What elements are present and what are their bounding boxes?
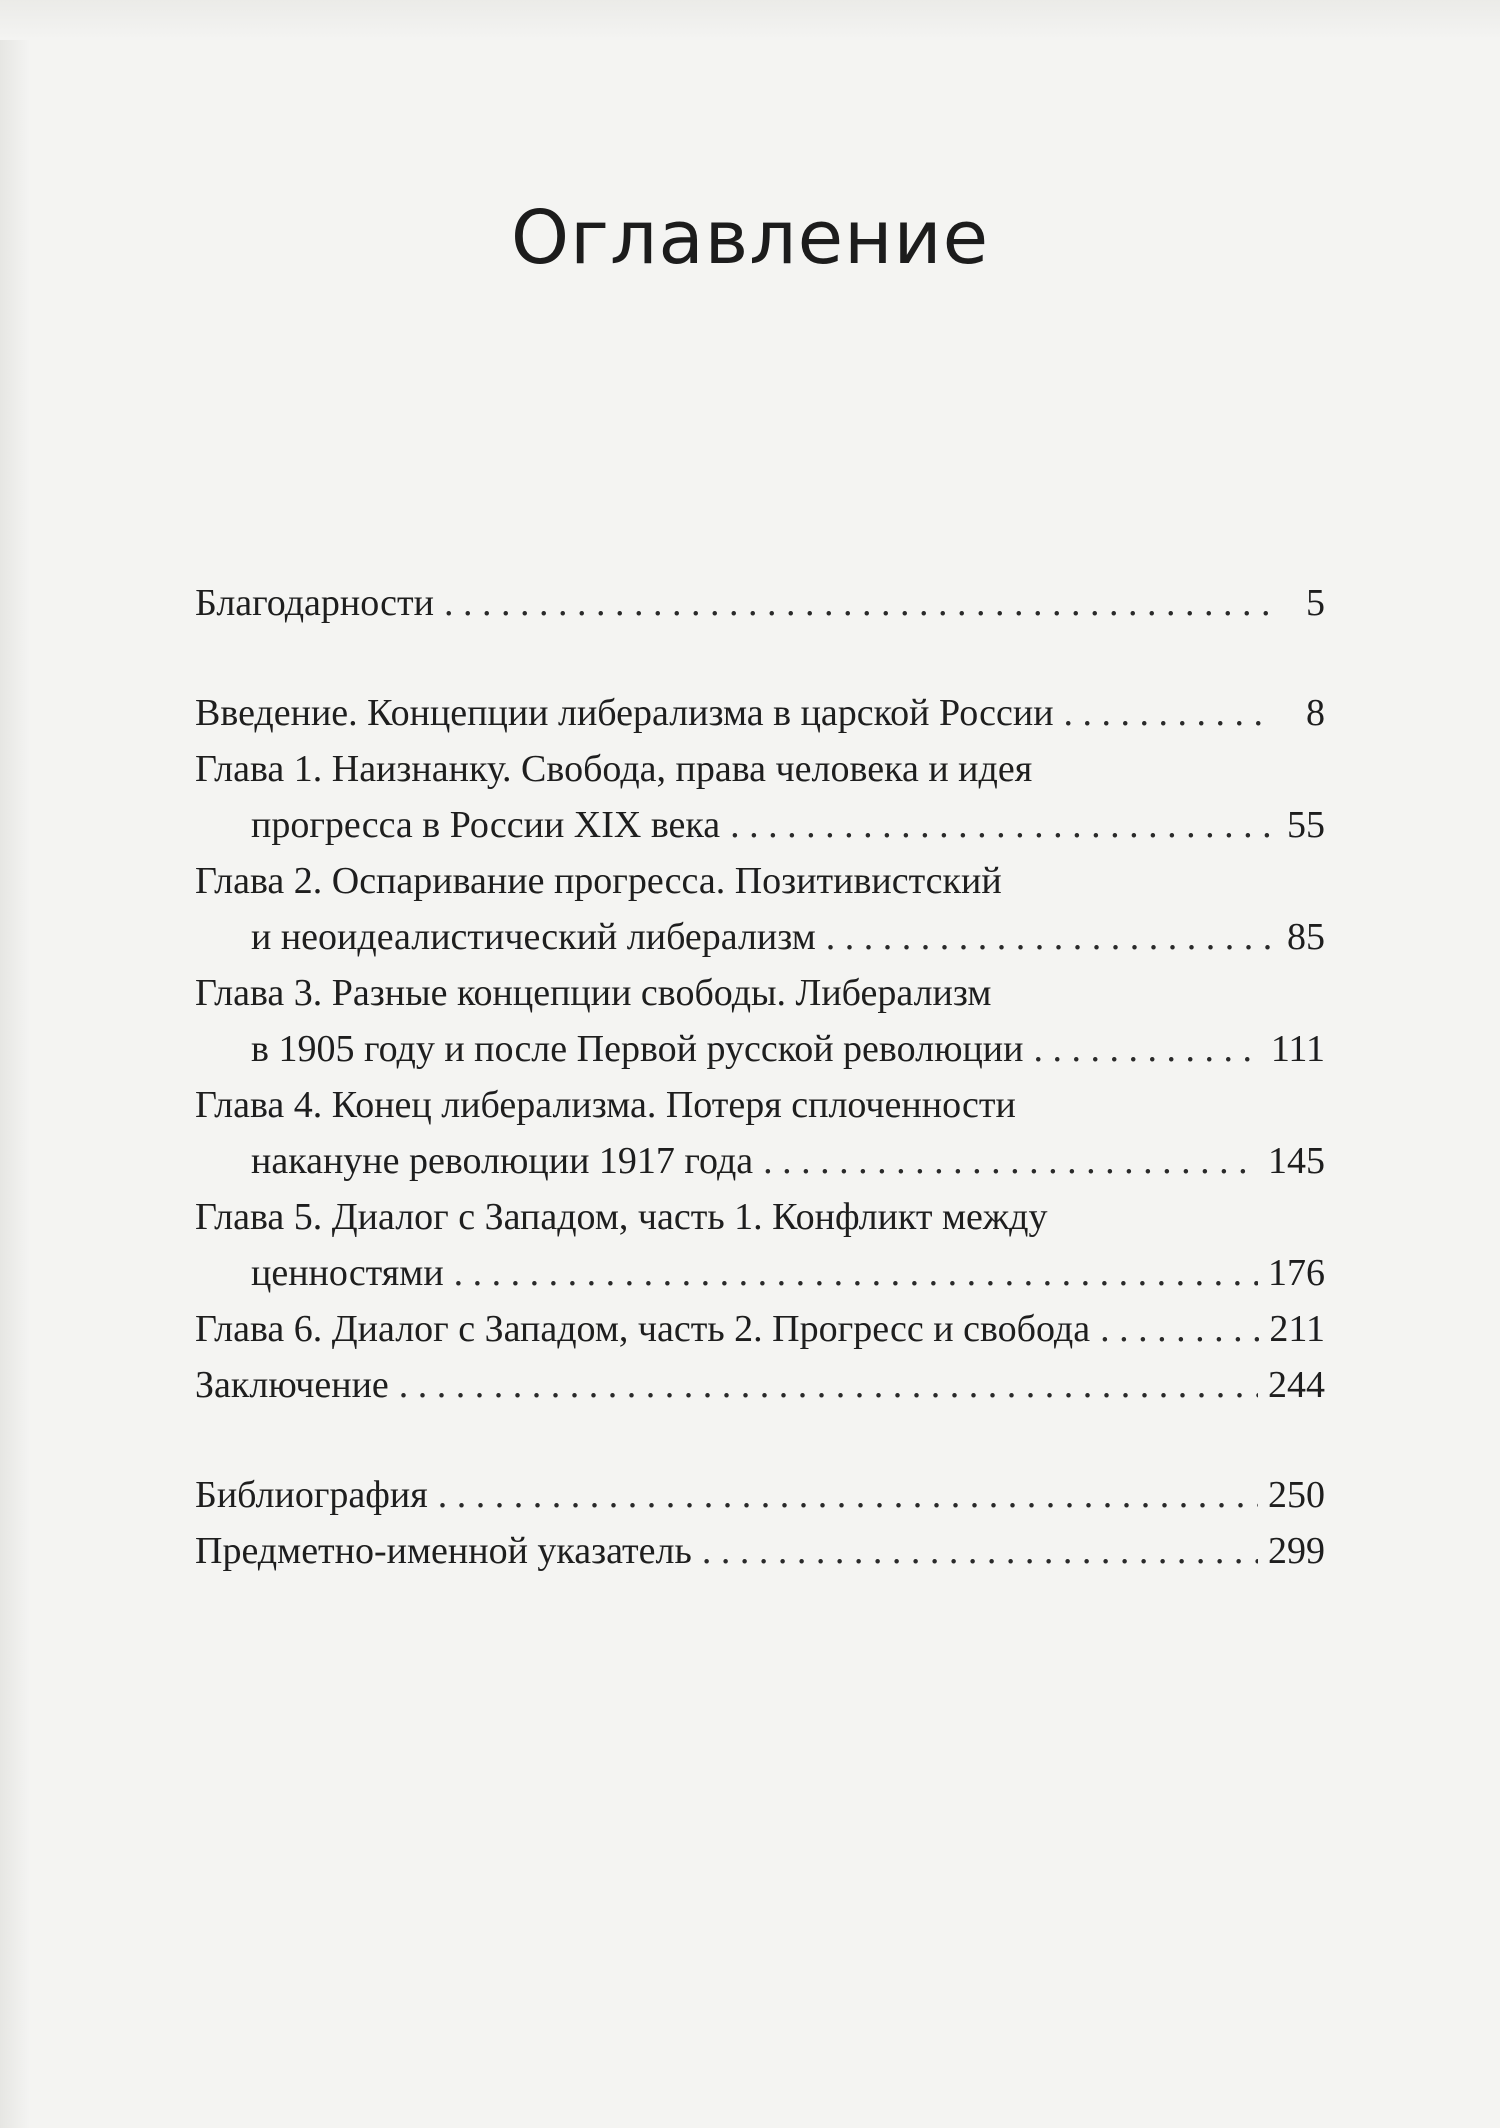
dot-leader xyxy=(763,1133,1258,1189)
toc-page-number: 5 xyxy=(1306,582,1325,624)
toc-entry-title: Глава 2. Оспаривание прогресса. Позитивистский xyxy=(195,860,1002,902)
dot-leader xyxy=(438,1467,1258,1523)
toc-entry-title: Предметно-именной указатель xyxy=(195,1530,692,1572)
toc-entry-title: Глава 1. Наизнанку. Свобода, права человека и идея xyxy=(195,748,1033,790)
dot-leader xyxy=(1033,1021,1260,1077)
toc-entry-title: Глава 3. Разные концепции свободы. Либерализм xyxy=(195,972,992,1014)
dot-leader xyxy=(730,797,1275,853)
toc-entry-title: Глава 5. Диалог с Западом, часть 1. Конфликт между xyxy=(195,1196,1048,1238)
dot-leader xyxy=(444,575,1275,631)
dot-leader xyxy=(1100,1301,1259,1357)
toc-entry-title: Введение. Концепции либерализма в царской России xyxy=(195,692,1054,734)
toc-entry-chapter-4[interactable] xyxy=(195,1077,1325,1189)
toc-entry-chapter-1[interactable] xyxy=(195,741,1325,853)
page-edge-shadow xyxy=(0,0,30,2128)
page-title: Оглавление xyxy=(510,195,990,281)
toc-entry-title-continuation: ценностями xyxy=(251,1252,444,1294)
toc-page-number: 299 xyxy=(1268,1530,1325,1572)
toc-entry-acknowledgements[interactable] xyxy=(195,575,1325,631)
toc-page-number: 55 xyxy=(1287,804,1325,846)
toc-entry-title-continuation: накануне революции 1917 года xyxy=(251,1140,754,1182)
toc-entry-conclusion[interactable] xyxy=(195,1357,1325,1413)
toc-entry-title: Библиография xyxy=(195,1474,428,1516)
dot-leader xyxy=(399,1357,1258,1413)
toc-entry-chapter-2[interactable] xyxy=(195,853,1325,965)
toc-page-number: 244 xyxy=(1268,1364,1325,1406)
toc-page-number: 250 xyxy=(1268,1474,1325,1516)
toc-page-number: 85 xyxy=(1287,916,1325,958)
toc-entry-title: Глава 6. Диалог с Западом, часть 2. Прогресс и свобода xyxy=(195,1308,1091,1350)
toc-entry-title: Заключение xyxy=(195,1364,389,1406)
toc-entry-title-continuation: прогресса в России XIX века xyxy=(251,804,721,846)
table-of-contents xyxy=(195,575,1325,1579)
toc-entry-index[interactable] xyxy=(195,1523,1325,1579)
toc-entry-title-continuation: и неоидеалистический либерализм xyxy=(251,916,816,958)
dot-leader xyxy=(1064,685,1275,741)
toc-entry-title: Благодарности xyxy=(195,582,434,624)
toc-entry-title-continuation: в 1905 году и после Первой русской революции xyxy=(251,1028,1024,1070)
dot-leader xyxy=(702,1523,1258,1579)
toc-entry-chapter-5[interactable] xyxy=(195,1189,1325,1301)
dot-leader xyxy=(826,909,1275,965)
toc-entry-introduction[interactable] xyxy=(195,685,1325,741)
toc-page-number: 211 xyxy=(1269,1308,1325,1350)
toc-page-number: 145 xyxy=(1268,1140,1325,1182)
toc-page-number: 176 xyxy=(1268,1252,1325,1294)
toc-page-number: 111 xyxy=(1270,1028,1325,1070)
toc-entry-chapter-6[interactable] xyxy=(195,1301,1325,1357)
toc-entry-chapter-3[interactable] xyxy=(195,965,1325,1077)
toc-page-number: 8 xyxy=(1306,692,1325,734)
toc-entry-title: Глава 4. Конец либерализма. Потеря сплоченности xyxy=(195,1084,1016,1126)
page-top-shadow xyxy=(0,0,1500,40)
toc-entry-bibliography[interactable] xyxy=(195,1467,1325,1523)
dot-leader xyxy=(454,1245,1258,1301)
